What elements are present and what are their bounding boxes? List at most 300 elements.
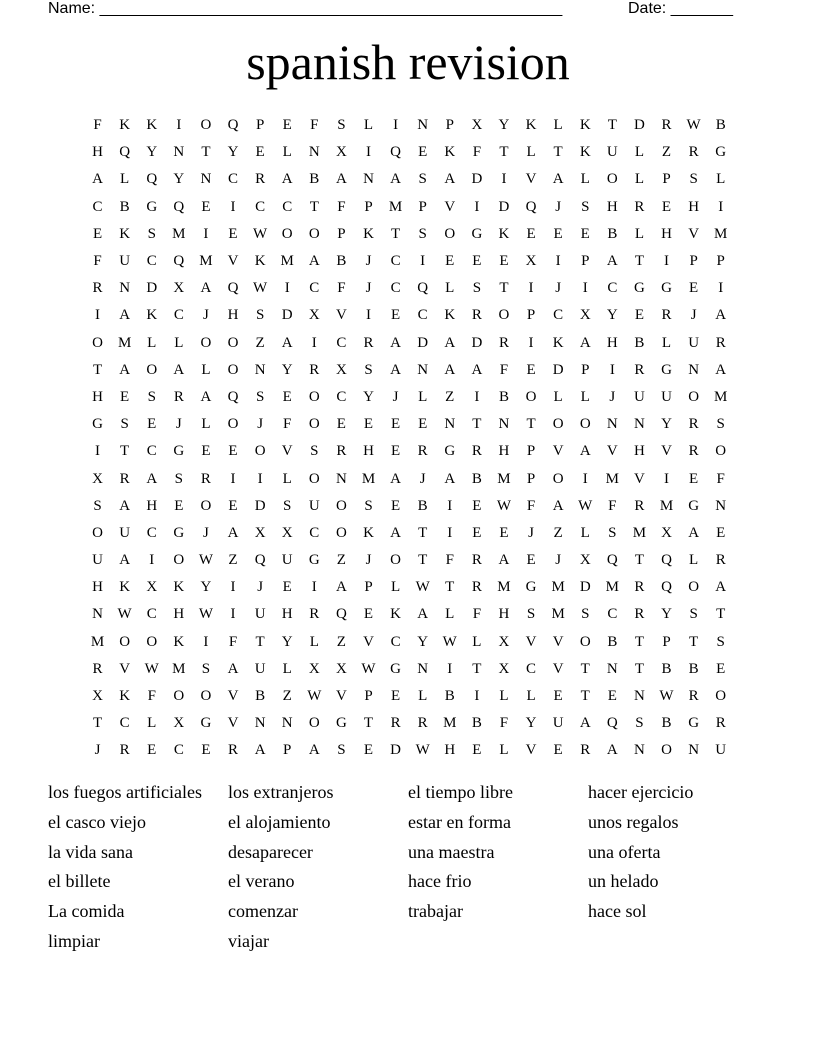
grid-letter[interactable]: O <box>552 470 564 487</box>
grid-letter[interactable]: A <box>606 742 618 759</box>
grid-letter[interactable]: V <box>444 198 456 215</box>
grid-letter[interactable]: U <box>661 388 672 405</box>
grid-letter[interactable]: C <box>146 443 157 460</box>
grid-letter[interactable]: H <box>146 497 158 514</box>
grid-letter[interactable]: T <box>472 660 482 677</box>
grid-letter[interactable]: I <box>501 171 507 188</box>
grid-letter[interactable]: G <box>661 361 672 378</box>
grid-letter[interactable]: L <box>309 633 319 650</box>
grid-letter[interactable]: C <box>173 742 184 759</box>
grid-letter[interactable]: O <box>335 497 347 514</box>
grid-letter[interactable]: U <box>119 253 131 270</box>
grid-letter[interactable]: H <box>444 742 456 759</box>
grid-letter[interactable]: A <box>200 280 212 297</box>
grid-letter[interactable]: A <box>119 361 131 378</box>
grid-letter[interactable]: C <box>282 198 293 215</box>
grid-letter[interactable]: S <box>418 171 427 188</box>
grid-letter[interactable]: T <box>634 660 644 677</box>
grid-letter[interactable]: O <box>254 443 266 460</box>
grid-letter[interactable]: S <box>337 117 346 134</box>
grid-letter[interactable]: T <box>580 688 590 705</box>
grid-letter[interactable]: W <box>198 606 213 623</box>
grid-letter[interactable]: S <box>526 606 536 623</box>
grid-letter[interactable]: T <box>499 144 509 161</box>
grid-letter[interactable]: R <box>634 361 645 378</box>
grid-letter[interactable]: E <box>472 497 482 514</box>
grid-letter[interactable]: I <box>393 117 399 134</box>
grid-letter[interactable]: A <box>552 171 564 188</box>
grid-letter[interactable]: A <box>715 361 727 378</box>
grid-letter[interactable]: P <box>689 253 698 270</box>
grid-letter[interactable]: N <box>417 117 429 134</box>
grid-letter[interactable]: X <box>525 253 537 270</box>
grid-letter[interactable]: Z <box>255 334 265 351</box>
grid-letter[interactable]: O <box>579 633 591 650</box>
grid-letter[interactable]: I <box>95 443 101 460</box>
grid-letter[interactable]: A <box>281 171 293 188</box>
grid-letter[interactable]: A <box>227 660 239 677</box>
grid-letter[interactable]: D <box>634 117 645 134</box>
grid-letter[interactable]: N <box>417 660 429 677</box>
grid-letter[interactable]: R <box>715 334 726 351</box>
grid-letter[interactable]: I <box>609 361 615 378</box>
grid-letter[interactable]: L <box>418 688 428 705</box>
grid-letter[interactable]: I <box>420 253 426 270</box>
grid-letter[interactable]: V <box>552 633 564 650</box>
grid-letter[interactable]: I <box>365 307 371 324</box>
grid-letter[interactable]: C <box>119 715 130 732</box>
grid-letter[interactable]: N <box>688 361 700 378</box>
grid-letter[interactable]: F <box>445 552 454 569</box>
grid-letter[interactable]: H <box>92 144 103 161</box>
grid-letter[interactable]: S <box>147 225 156 242</box>
grid-letter[interactable]: A <box>390 171 401 188</box>
grid-letter[interactable]: H <box>661 225 672 242</box>
grid-letter[interactable]: K <box>390 606 401 623</box>
grid-letter[interactable]: G <box>390 660 401 677</box>
grid-letter[interactable]: M <box>172 660 186 677</box>
grid-letter[interactable]: B <box>661 715 672 732</box>
grid-letter[interactable]: T <box>634 552 644 569</box>
grid-letter[interactable]: A <box>444 171 456 188</box>
grid-letter[interactable]: E <box>553 742 563 759</box>
grid-letter[interactable]: P <box>364 198 373 215</box>
grid-letter[interactable]: P <box>337 225 346 242</box>
grid-letter[interactable]: Y <box>227 144 239 161</box>
grid-letter[interactable]: R <box>309 361 320 378</box>
grid-letter[interactable]: O <box>688 388 700 405</box>
grid-letter[interactable]: I <box>718 198 724 215</box>
grid-letter[interactable]: I <box>582 470 588 487</box>
grid-letter[interactable]: B <box>471 715 482 732</box>
grid-letter[interactable]: P <box>526 443 536 460</box>
grid-letter[interactable]: X <box>579 307 591 324</box>
grid-letter[interactable]: Z <box>553 524 563 541</box>
grid-letter[interactable]: S <box>364 497 373 514</box>
grid-letter[interactable]: U <box>281 552 293 569</box>
grid-letter[interactable]: E <box>336 416 346 433</box>
grid-letter[interactable]: R <box>688 416 699 433</box>
grid-letter[interactable]: W <box>415 579 430 596</box>
grid-letter[interactable]: E <box>147 416 157 433</box>
grid-letter[interactable]: R <box>119 742 130 759</box>
grid-letter[interactable]: R <box>363 334 374 351</box>
grid-letter[interactable]: F <box>608 497 617 514</box>
grid-letter[interactable]: E <box>390 443 401 460</box>
grid-letter[interactable]: Y <box>661 606 672 623</box>
grid-letter[interactable]: V <box>661 443 672 460</box>
grid-letter[interactable]: L <box>120 171 130 188</box>
grid-letter[interactable]: F <box>310 117 319 134</box>
grid-letter[interactable]: I <box>555 253 561 270</box>
grid-letter[interactable]: C <box>390 253 401 270</box>
grid-letter[interactable]: Z <box>282 688 292 705</box>
grid-letter[interactable]: H <box>634 443 645 460</box>
grid-letter[interactable]: X <box>471 117 483 134</box>
grid-letter[interactable]: I <box>664 253 670 270</box>
grid-letter[interactable]: X <box>281 524 293 541</box>
grid-letter[interactable]: Y <box>281 361 293 378</box>
grid-letter[interactable]: S <box>201 660 211 677</box>
grid-letter[interactable]: O <box>200 117 212 134</box>
grid-letter[interactable]: S <box>364 361 373 378</box>
grid-letter[interactable]: O <box>308 388 320 405</box>
grid-letter[interactable]: E <box>499 253 509 270</box>
grid-letter[interactable]: Y <box>498 117 510 134</box>
grid-letter[interactable]: W <box>442 633 457 650</box>
grid-letter[interactable]: P <box>581 253 590 270</box>
grid-letter[interactable]: L <box>689 552 699 569</box>
grid-letter[interactable]: C <box>309 280 320 297</box>
grid-letter[interactable]: A <box>417 606 429 623</box>
grid-letter[interactable]: P <box>418 198 427 215</box>
grid-letter[interactable]: N <box>308 144 320 161</box>
grid-letter[interactable]: K <box>444 307 456 324</box>
grid-letter[interactable]: W <box>496 497 512 514</box>
grid-letter[interactable]: J <box>419 470 426 487</box>
grid-letter[interactable]: H <box>363 443 374 460</box>
grid-letter[interactable]: F <box>93 117 102 134</box>
grid-letter[interactable]: R <box>715 552 726 569</box>
grid-letter[interactable]: D <box>552 361 564 378</box>
grid-letter[interactable]: J <box>203 307 209 324</box>
grid-letter[interactable]: V <box>119 660 131 677</box>
grid-letter[interactable]: E <box>228 497 238 514</box>
grid-letter[interactable]: K <box>498 225 510 242</box>
grid-letter[interactable]: Y <box>281 633 293 650</box>
grid-letter[interactable]: V <box>363 633 374 650</box>
grid-letter[interactable]: A <box>146 470 158 487</box>
grid-letter[interactable]: C <box>336 334 347 351</box>
grid-letter[interactable]: A <box>390 334 401 351</box>
grid-letter[interactable]: A <box>254 742 266 759</box>
grid-letter[interactable]: Q <box>173 253 185 270</box>
grid-letter[interactable]: B <box>309 171 320 188</box>
grid-letter[interactable]: R <box>228 742 239 759</box>
grid-letter[interactable]: C <box>173 307 184 324</box>
grid-letter[interactable]: B <box>607 633 618 650</box>
grid-letter[interactable]: V <box>552 660 564 677</box>
grid-letter[interactable]: O <box>335 524 347 541</box>
grid-letter[interactable]: Z <box>228 552 238 569</box>
grid-letter[interactable]: N <box>281 715 293 732</box>
grid-letter[interactable]: E <box>418 416 428 433</box>
grid-letter[interactable]: L <box>634 225 644 242</box>
grid-letter[interactable]: Z <box>661 144 672 161</box>
grid-letter[interactable]: R <box>417 715 428 732</box>
date-field[interactable]: Date: _______ <box>628 0 733 17</box>
grid-letter[interactable]: D <box>471 171 483 188</box>
grid-letter[interactable]: V <box>227 715 239 732</box>
grid-letter[interactable]: U <box>715 742 727 759</box>
grid-letter[interactable]: N <box>363 171 374 188</box>
grid-letter[interactable]: K <box>525 117 537 134</box>
grid-letter[interactable]: A <box>715 579 727 596</box>
grid-letter[interactable]: Q <box>254 552 266 569</box>
grid-letter[interactable]: N <box>498 416 510 433</box>
grid-letter[interactable]: M <box>90 633 105 650</box>
grid-letter[interactable]: R <box>661 117 672 134</box>
grid-letter[interactable]: M <box>361 470 376 487</box>
grid-letter[interactable]: E <box>390 688 401 705</box>
grid-letter[interactable]: M <box>605 579 619 596</box>
grid-letter[interactable]: K <box>119 117 131 134</box>
grid-letter[interactable]: W <box>686 117 701 134</box>
grid-letter[interactable]: E <box>716 524 726 541</box>
grid-letter[interactable]: X <box>92 470 103 487</box>
grid-letter[interactable]: O <box>227 334 239 351</box>
grid-letter[interactable]: U <box>254 660 266 677</box>
grid-letter[interactable]: Q <box>606 715 618 732</box>
grid-letter[interactable]: E <box>472 253 482 270</box>
grid-letter[interactable]: R <box>498 334 509 351</box>
grid-letter[interactable]: P <box>716 253 725 270</box>
grid-letter[interactable]: L <box>282 660 292 677</box>
grid-letter[interactable]: E <box>201 198 211 215</box>
grid-letter[interactable]: N <box>606 660 618 677</box>
grid-letter[interactable]: L <box>282 144 292 161</box>
grid-letter[interactable]: Y <box>417 633 429 650</box>
grid-letter[interactable]: R <box>336 443 347 460</box>
grid-letter[interactable]: J <box>609 388 616 405</box>
grid-letter[interactable]: W <box>117 606 132 623</box>
grid-letter[interactable]: O <box>444 225 456 242</box>
grid-letter[interactable]: K <box>363 524 374 541</box>
grid-letter[interactable]: M <box>280 253 294 270</box>
grid-letter[interactable]: B <box>444 688 455 705</box>
grid-letter[interactable]: N <box>92 606 103 623</box>
grid-letter[interactable]: H <box>92 388 103 405</box>
grid-letter[interactable]: T <box>716 606 726 623</box>
grid-letter[interactable]: G <box>335 715 347 732</box>
grid-letter[interactable]: T <box>418 552 428 569</box>
grid-letter[interactable]: C <box>228 171 239 188</box>
grid-letter[interactable]: W <box>198 552 213 569</box>
grid-letter[interactable]: L <box>526 688 536 705</box>
grid-letter[interactable]: H <box>498 443 510 460</box>
grid-letter[interactable]: A <box>335 579 347 596</box>
grid-letter[interactable]: S <box>635 715 644 732</box>
grid-letter[interactable]: T <box>390 225 401 242</box>
grid-letter[interactable]: A <box>471 361 483 378</box>
grid-letter[interactable]: E <box>526 361 536 378</box>
grid-letter[interactable]: O <box>498 307 510 324</box>
grid-letter[interactable]: X <box>146 579 158 596</box>
grid-letter[interactable]: T <box>92 715 103 732</box>
grid-letter[interactable]: R <box>471 443 482 460</box>
grid-letter[interactable]: J <box>555 552 562 569</box>
grid-letter[interactable]: F <box>499 361 509 378</box>
grid-letter[interactable]: P <box>662 171 671 188</box>
grid-letter[interactable]: Q <box>606 552 618 569</box>
grid-letter[interactable]: I <box>257 470 263 487</box>
grid-letter[interactable]: L <box>526 144 536 161</box>
grid-letter[interactable]: F <box>526 497 536 514</box>
grid-letter[interactable]: Q <box>227 388 239 405</box>
grid-letter[interactable]: R <box>200 470 211 487</box>
grid-letter[interactable]: V <box>606 443 618 460</box>
grid-letter[interactable]: R <box>661 307 672 324</box>
grid-letter[interactable]: J <box>365 253 372 270</box>
grid-letter[interactable]: S <box>283 497 292 514</box>
grid-letter[interactable]: R <box>255 171 266 188</box>
grid-letter[interactable]: E <box>553 688 563 705</box>
grid-letter[interactable]: E <box>282 579 292 596</box>
grid-letter[interactable]: G <box>200 715 212 732</box>
grid-letter[interactable]: A <box>390 361 401 378</box>
grid-letter[interactable]: V <box>281 443 293 460</box>
grid-letter[interactable]: A <box>390 470 401 487</box>
grid-letter[interactable]: O <box>200 497 212 514</box>
grid-letter[interactable]: D <box>579 579 591 596</box>
grid-letter[interactable]: X <box>335 144 347 161</box>
grid-letter[interactable]: L <box>499 742 509 759</box>
grid-letter[interactable]: B <box>607 225 618 242</box>
grid-letter[interactable]: R <box>634 606 645 623</box>
grid-letter[interactable]: B <box>498 388 509 405</box>
grid-letter[interactable]: E <box>228 443 238 460</box>
grid-letter[interactable]: B <box>336 253 347 270</box>
grid-letter[interactable]: C <box>146 524 157 541</box>
grid-letter[interactable]: T <box>309 198 319 215</box>
grid-letter[interactable]: A <box>552 497 564 514</box>
grid-letter[interactable]: W <box>361 660 376 677</box>
grid-letter[interactable]: A <box>119 497 131 514</box>
grid-letter[interactable]: U <box>688 334 700 351</box>
grid-letter[interactable]: J <box>555 280 562 297</box>
grid-letter[interactable]: T <box>92 361 103 378</box>
grid-letter[interactable]: T <box>418 524 428 541</box>
grid-letter[interactable]: Y <box>661 416 672 433</box>
grid-letter[interactable]: V <box>634 470 645 487</box>
grid-letter[interactable]: A <box>579 715 591 732</box>
grid-letter[interactable]: A <box>579 334 591 351</box>
grid-letter[interactable]: K <box>552 334 564 351</box>
grid-letter[interactable]: T <box>445 579 455 596</box>
grid-letter[interactable]: P <box>526 307 536 324</box>
grid-letter[interactable]: L <box>201 361 211 378</box>
grid-letter[interactable]: I <box>528 280 534 297</box>
grid-letter[interactable]: D <box>471 334 483 351</box>
grid-letter[interactable]: I <box>203 225 209 242</box>
grid-letter[interactable]: L <box>716 171 726 188</box>
grid-letter[interactable]: E <box>418 144 428 161</box>
grid-letter[interactable]: B <box>661 660 672 677</box>
grid-letter[interactable]: X <box>308 660 320 677</box>
grid-letter[interactable]: S <box>418 225 427 242</box>
grid-letter[interactable]: Z <box>336 633 346 650</box>
grid-letter[interactable]: M <box>497 579 511 596</box>
grid-letter[interactable]: C <box>255 198 266 215</box>
grid-letter[interactable]: Q <box>661 552 672 569</box>
grid-letter[interactable]: O <box>715 443 727 460</box>
grid-letter[interactable]: O <box>579 416 591 433</box>
grid-letter[interactable]: A <box>606 253 618 270</box>
grid-letter[interactable]: L <box>201 416 211 433</box>
grid-letter[interactable]: I <box>230 470 236 487</box>
grid-letter[interactable]: E <box>607 688 617 705</box>
grid-letter[interactable]: C <box>607 280 618 297</box>
grid-letter[interactable]: E <box>282 117 292 134</box>
grid-letter[interactable]: U <box>634 388 645 405</box>
grid-letter[interactable]: F <box>283 416 292 433</box>
grid-letter[interactable]: R <box>715 715 726 732</box>
grid-letter[interactable]: E <box>228 225 238 242</box>
grid-letter[interactable]: L <box>147 715 157 732</box>
grid-letter[interactable]: T <box>120 443 130 460</box>
grid-letter[interactable]: X <box>173 280 185 297</box>
grid-letter[interactable]: V <box>227 688 239 705</box>
grid-letter[interactable]: A <box>715 307 727 324</box>
grid-letter[interactable]: L <box>580 171 590 188</box>
grid-letter[interactable]: E <box>445 253 455 270</box>
grid-letter[interactable]: L <box>418 388 428 405</box>
grid-letter[interactable]: M <box>172 225 186 242</box>
grid-letter[interactable]: W <box>578 497 593 514</box>
grid-letter[interactable]: F <box>337 280 346 297</box>
grid-letter[interactable]: X <box>335 361 347 378</box>
grid-letter[interactable]: S <box>472 280 482 297</box>
grid-letter[interactable]: M <box>714 388 728 405</box>
grid-letter[interactable]: O <box>525 388 537 405</box>
grid-letter[interactable]: D <box>498 198 510 215</box>
grid-letter[interactable]: D <box>390 742 401 759</box>
grid-letter[interactable]: V <box>525 742 537 759</box>
grid-letter[interactable]: I <box>447 497 453 514</box>
grid-letter[interactable]: O <box>308 416 320 433</box>
grid-letter[interactable]: I <box>447 660 453 677</box>
grid-letter[interactable]: B <box>634 334 645 351</box>
grid-letter[interactable]: L <box>634 144 644 161</box>
grid-letter[interactable]: N <box>200 171 212 188</box>
grid-letter[interactable]: J <box>555 198 562 215</box>
grid-letter[interactable]: I <box>664 470 670 487</box>
grid-letter[interactable]: G <box>525 579 537 596</box>
grid-letter[interactable]: S <box>337 742 346 759</box>
grid-letter[interactable]: T <box>201 144 211 161</box>
grid-letter[interactable]: Q <box>335 606 347 623</box>
grid-letter[interactable]: A <box>444 361 456 378</box>
grid-letter[interactable]: X <box>579 552 591 569</box>
grid-letter[interactable]: C <box>417 307 428 324</box>
grid-letter[interactable]: I <box>311 579 317 596</box>
grid-letter[interactable]: T <box>255 633 265 650</box>
grid-letter[interactable]: S <box>689 171 698 188</box>
grid-letter[interactable]: T <box>526 416 536 433</box>
grid-letter[interactable]: I <box>474 388 480 405</box>
grid-letter[interactable]: Q <box>661 579 672 596</box>
grid-letter[interactable]: S <box>174 470 183 487</box>
